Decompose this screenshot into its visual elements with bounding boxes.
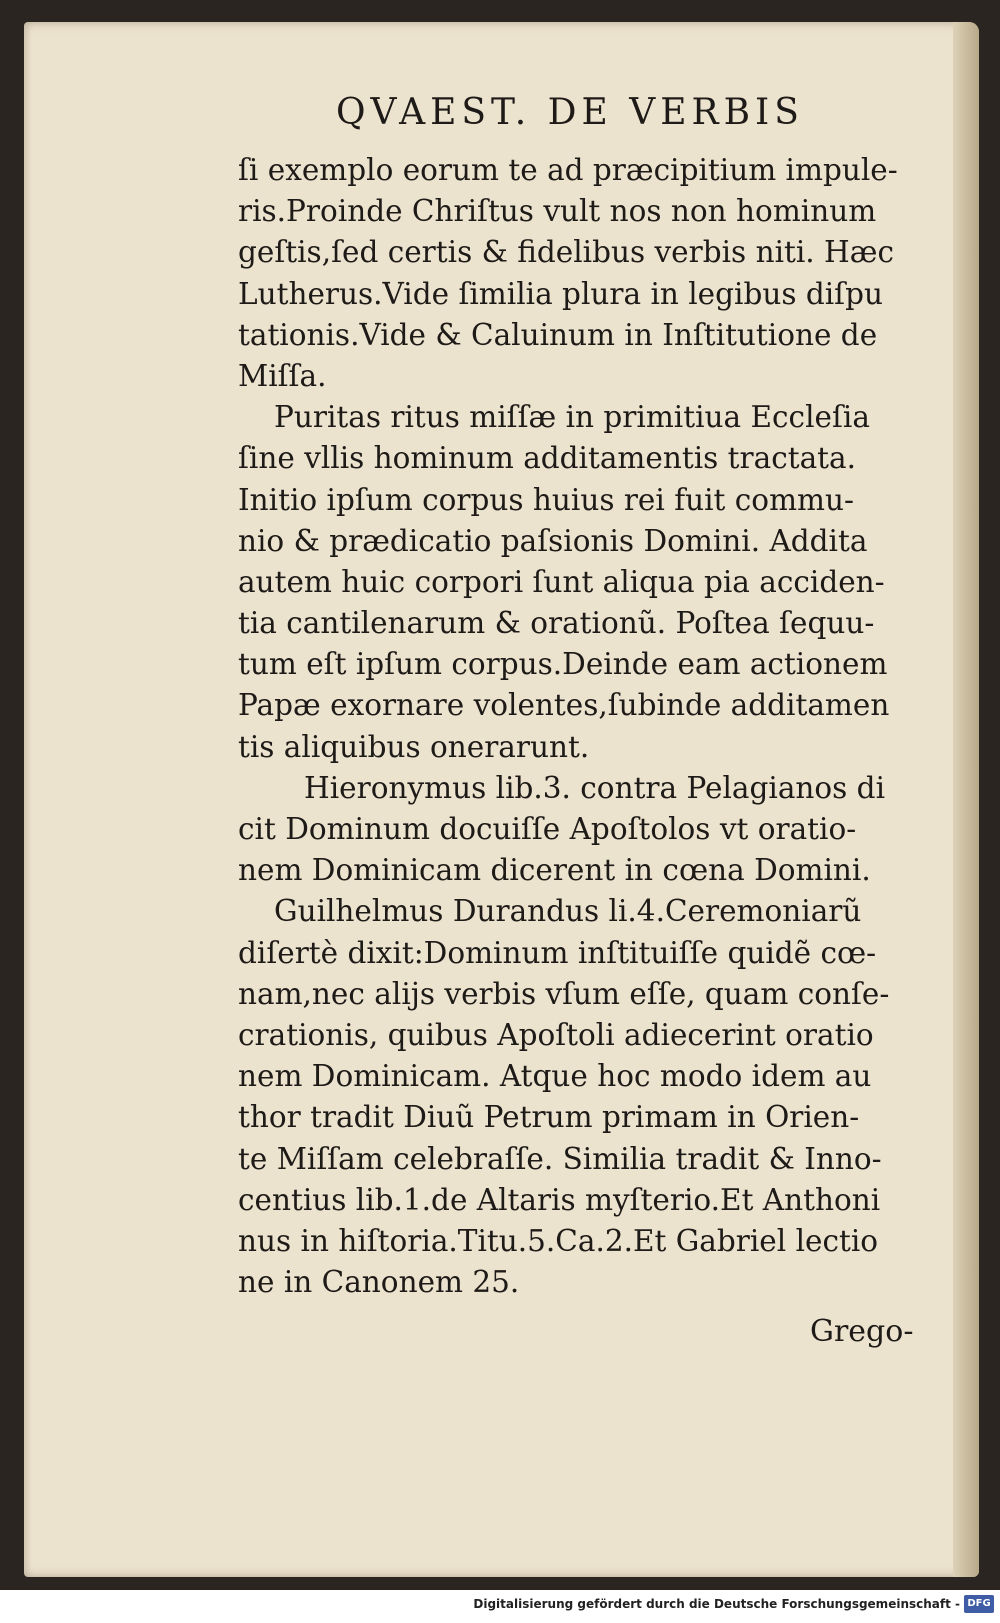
text-line: Puritas ritus miſſæ in primitiua Eccleſia [274,400,870,435]
text-line: Miſſa. [238,358,327,393]
text-line: ne in Canonem 25. [238,1265,520,1300]
text-line: ſine vllis hominum additamentis tractata. [238,441,856,476]
text-line: cit Dominum docuiſſe Apoſtolos vt oratio- [238,812,857,846]
text-line: tum eſt ipſum corpus.Deinde eam actionem [238,647,888,682]
footer-credit: Digitalisierung gefördert durch die Deutsche Forschungsgemeinschaft - [473,1597,960,1611]
text-line: Initio ipſum corpus huius rei fuit commu- [238,482,854,517]
running-head: QVAEST. DE VERBIS [336,92,804,133]
footer-bar [0,1590,1000,1623]
text-line: tia cantilenarum & orationũ. Poſtea ſequu- [238,606,875,641]
text-line: Papæ exornare volentes,ſubinde additamen [238,688,890,723]
page-edge [953,22,979,1577]
paragraph-2 [238,397,928,768]
text-line: thor tradit Diuũ Petrum primam in Orien- [238,1100,860,1135]
text-line: te Miſſam celebraſſe. Similia tradit & Inno- [238,1141,882,1176]
text-line: geſtis,ſed certis & fidelibus verbis niti. Hæc [238,235,895,270]
catchword: Grego- [810,1314,914,1349]
text-line: ſi exemplo eorum te ad præcipitium impule- [238,153,898,187]
paragraph-1 [238,150,928,397]
paragraph-3 [238,768,928,892]
text-line: tationis.Vide & Caluinum in Inſtitutione de [238,317,878,352]
text-line: crationis, quibus Apoſtoli adiecerint oratio [238,1017,874,1052]
text-line: diſertè dixit:Dominum inſtituiſſe quidẽ cœ- [238,935,877,970]
text-line: autem huic corpori ſunt aliqua pia acciden- [238,564,885,599]
text-line: Hieronymus lib.3. contra Pelagianos di [304,770,885,805]
text-line: centius lib.1.de Altaris myſterio.Et Anthoni [238,1182,881,1217]
text-line: Lutherus.Vide ſimilia plura in legibus diſpu [238,276,883,311]
text-line: ris.Proinde Chriſtus vult nos non hominum [238,194,877,229]
text-line: nam,nec alijs verbis vſum eſſe, quam conſe- [238,976,890,1011]
dfg-logo: DFG [964,1595,994,1613]
text-line: nus in hiſtoria.Titu.5.Ca.2.Et Gabriel lectio [238,1223,879,1258]
text-block [238,150,928,1303]
text-line: Guilhelmus Durandus li.4.Ceremoniarũ [274,894,862,929]
text-line: nem Dominicam. Atque hoc modo idem au [238,1059,872,1094]
text-line: nio & prædicatio paſsionis Domini. Addita [238,523,868,558]
text-line: tis aliquibus onerarunt. [238,729,590,764]
text-line: nem Dominicam dicerent in cœna Domini. [238,853,871,888]
paragraph-4 [238,891,928,1303]
